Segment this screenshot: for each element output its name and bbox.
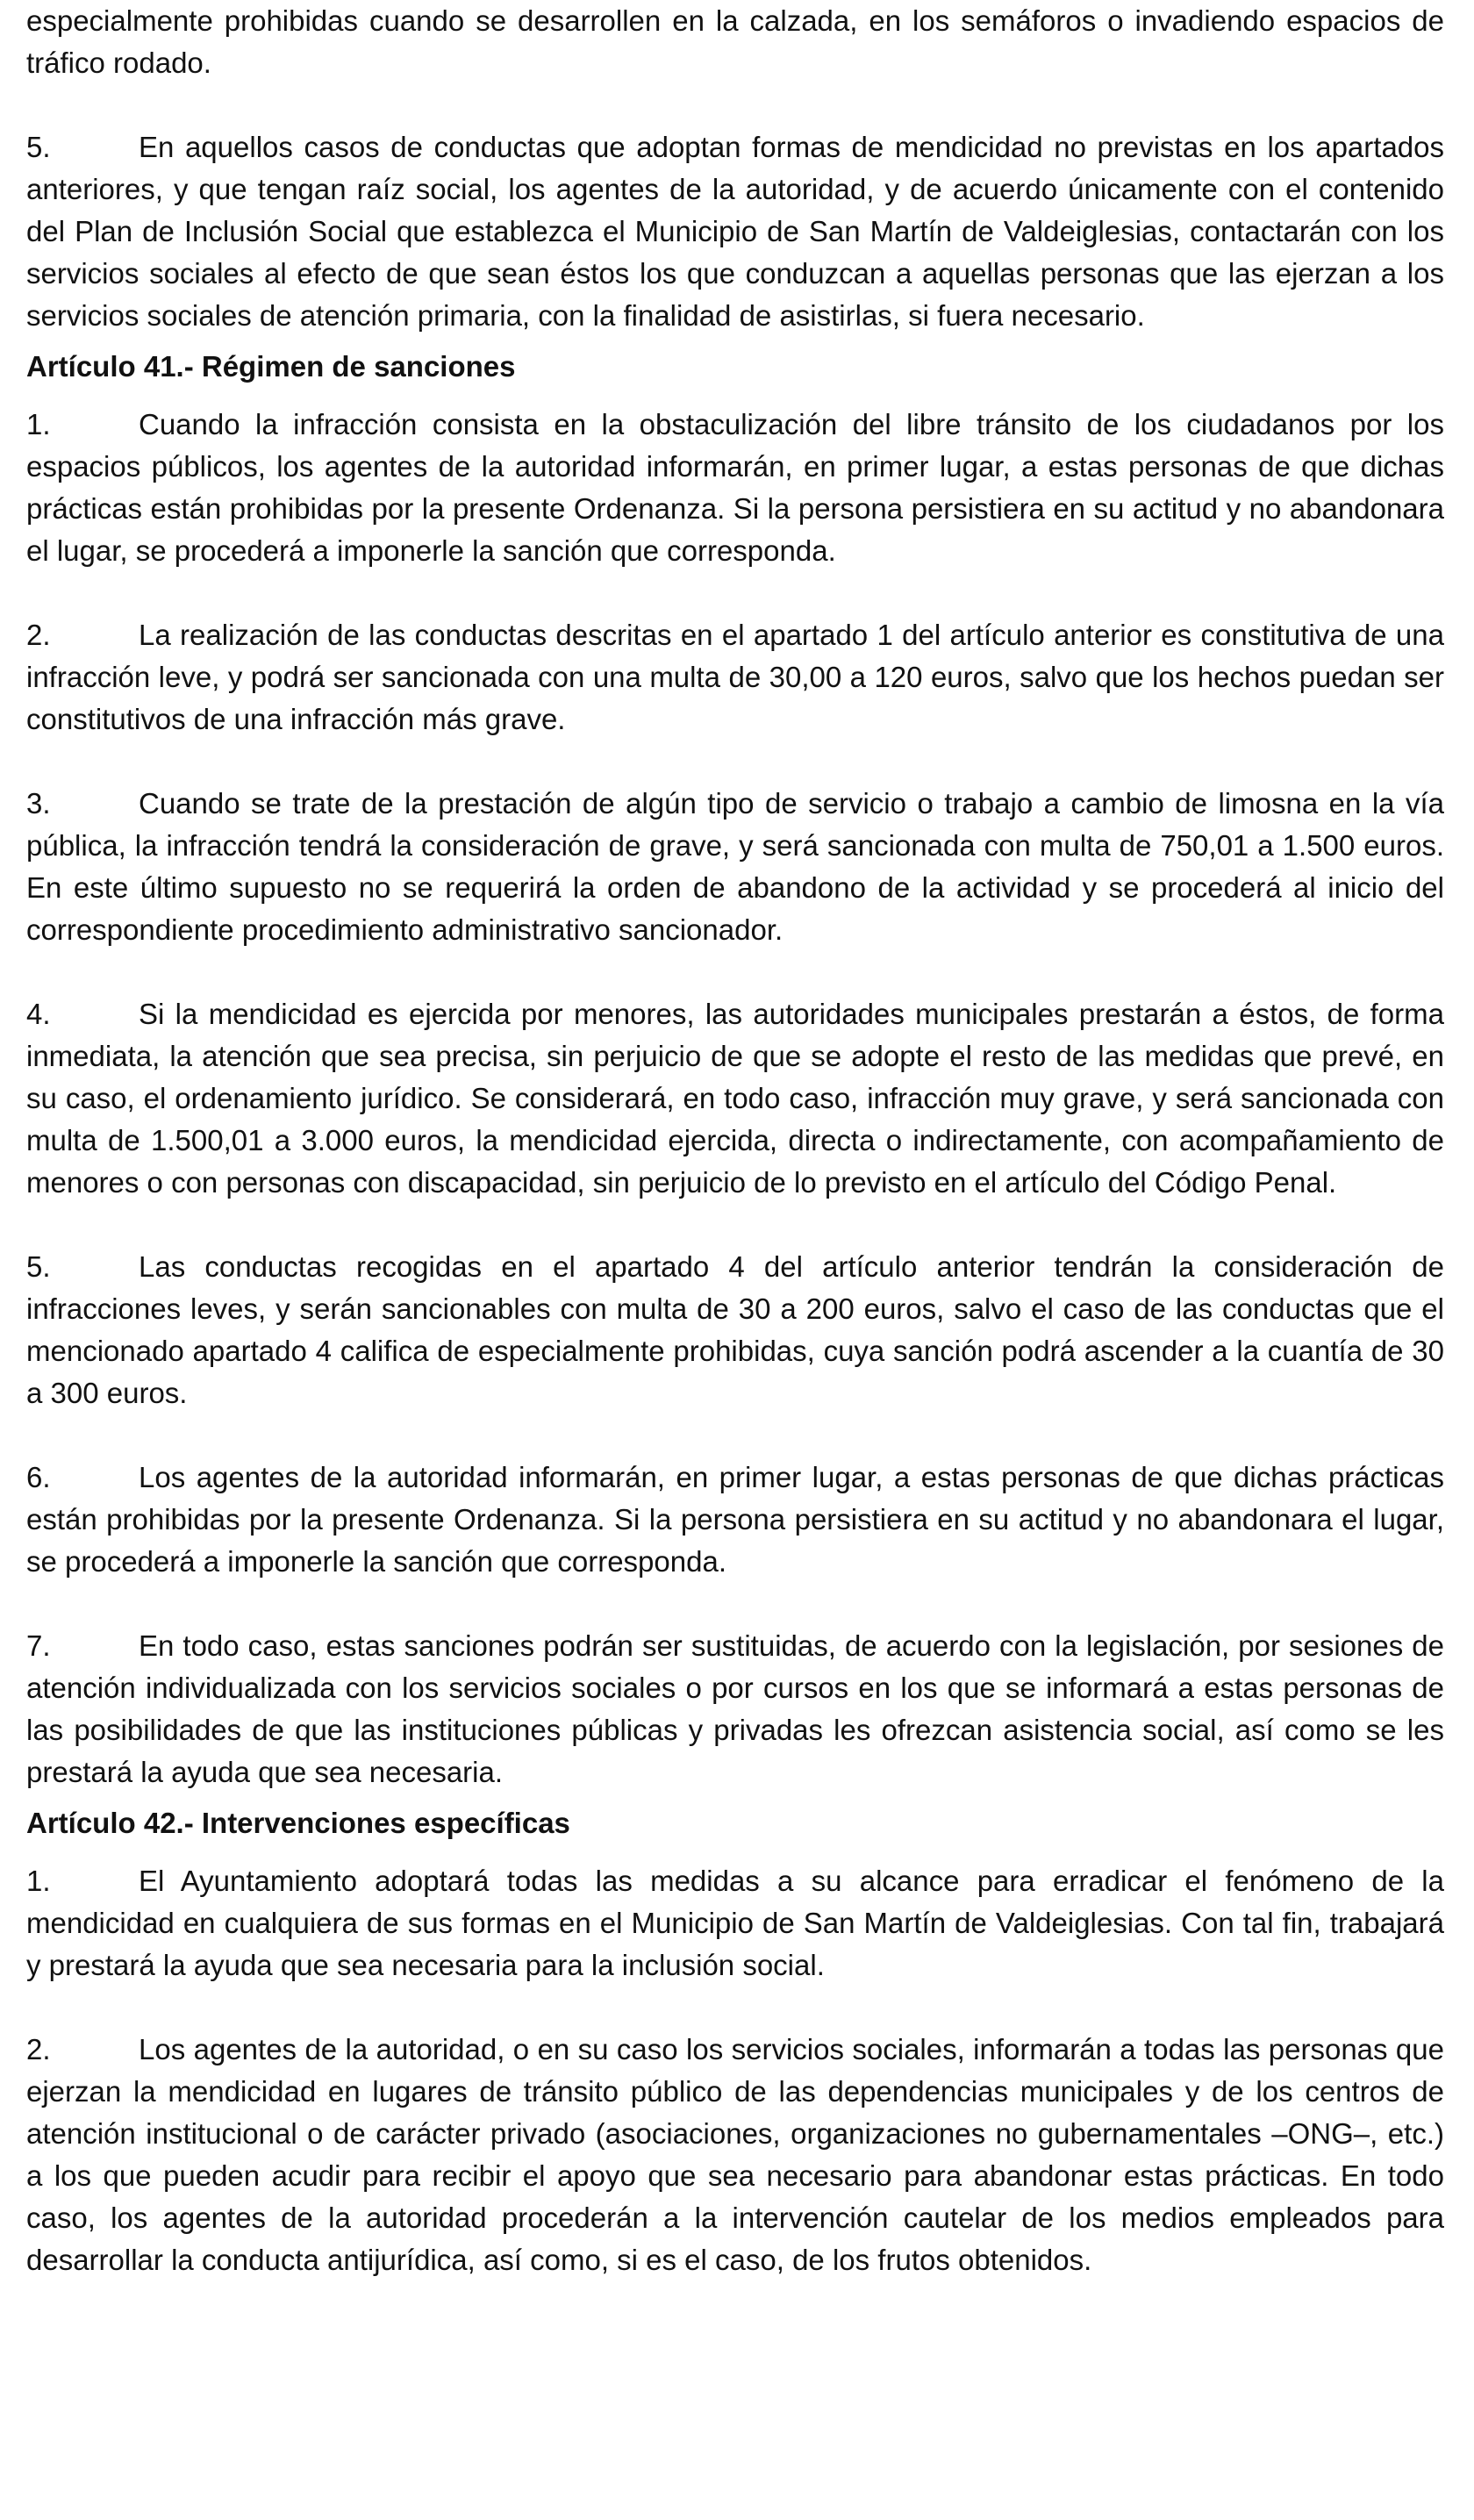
paragraph-number: 6. <box>26 1461 51 1493</box>
paragraph-number: 5. <box>26 1250 51 1283</box>
continued-paragraph: especialmente prohibidas cuando se desarrollen en la calzada, en los semáforos o invadiendo espacios de tráfico rodado. <box>26 4 1444 79</box>
paragraph-text: Cuando se trate de la prestación de algún tipo de servicio o trabajo a cambio de limosna en la vía pública, la infracción tendrá la consideración de grave, y será sancionada con multa de 750,01 a 1.500 euros. En este último supuesto no se requerirá la orden de abandono de la actividad y se procederá al inicio del correspondiente procedimiento administrativo sancionador. <box>26 787 1444 946</box>
art42-paragraph-2 <box>26 2029 1444 2281</box>
paragraph-text: Cuando la infracción consista en la obstaculización del libre tránsito de los ciudadanos por los espacios públicos, los agentes de la autoridad informarán, en primer lugar, a estas personas de que dichas prácticas están prohibidas por la presente Ordenanza. Si la persona persistiera en su actitud y no abandonara el lugar, se procederá a imponerle la sanción que corresponda. <box>26 408 1444 567</box>
art41-paragraph-1 <box>26 404 1444 572</box>
paragraph-number: 3. <box>26 787 51 820</box>
paragraph-text: Los agentes de la autoridad, o en su caso los servicios sociales, informarán a todas las personas que ejerzan la mendicidad en lugares de tránsito público de las dependencias municipales y de los centros de atención institucional o de carácter privado (asociaciones, organizaciones no gubernamentales –ONG–, etc.) a los que pueden acudir para recibir el apoyo que sea necesario para abandonar estas prácticas. En todo caso, los agentes de la autoridad procederán a la intervención cautelar de los medios empleados para desarrollar la conducta antijurídica, así como, si es el caso, de los frutos obtenidos. <box>26 2033 1444 2276</box>
paragraph-number: 1. <box>26 1865 51 1897</box>
paragraph-text: En todo caso, estas sanciones podrán ser sustituidas, de acuerdo con la legislación, por sesiones de atención individualizada con los servicios sociales o por cursos en los que se informará a estas personas de las posibilidades de que las instituciones públicas y privadas les ofrezcan asistencia social, así como se les prestará la ayuda que sea necesaria. <box>26 1629 1444 1788</box>
article-41-heading: Artículo 41.- Régimen de sanciones <box>26 350 516 383</box>
art41-paragraph-6 <box>26 1457 1444 1583</box>
paragraph-text: Los agentes de la autoridad informarán, en primer lugar, a estas personas de que dichas prácticas están prohibidas por la presente Ordenanza. Si la persona persistiera en su actitud y no abandonara el lugar, se procederá a imponerle la sanción que corresponda. <box>26 1461 1444 1578</box>
art41-paragraph-7 <box>26 1625 1444 1793</box>
paragraph-number: 5. <box>26 131 51 163</box>
paragraph-number: 7. <box>26 1629 51 1662</box>
art41-paragraph-5 <box>26 1246 1444 1414</box>
art41-paragraph-3 <box>26 783 1444 951</box>
paragraph-text: Las conductas recogidas en el apartado 4 del artículo anterior tendrán la consideración de infracciones leves, y serán sancionables con multa de 30 a 200 euros, salvo el caso de las conductas que el mencionado apartado 4 califica de especialmente prohibidas, cuya sanción podrá ascender a la cuantía de 30 a 300 euros. <box>26 1250 1444 1409</box>
paragraph-number: 4. <box>26 998 51 1030</box>
paragraph-text: Si la mendicidad es ejercida por menores, las autoridades municipales prestarán a éstos, de forma inmediata, la atención que sea precisa, sin perjuicio de que se adopte el resto de las medidas que prevé, en su caso, el ordenamiento jurídico. Se considerará, en todo caso, infracción muy grave, y será sancionada con multa de 1.500,01 a 3.000 euros, la mendicidad ejercida, directa o indirectamente, con acompañamiento de menores o con personas con discapacidad, sin perjuicio de lo previsto en el artículo del Código Penal. <box>26 998 1444 1199</box>
art41-paragraph-2 <box>26 614 1444 741</box>
article-42-heading: Artículo 42.- Intervenciones específicas <box>26 1807 570 1839</box>
paragraph-text: En aquellos casos de conductas que adoptan formas de mendicidad no previstas en los apartados anteriores, y que tengan raíz social, los agentes de la autoridad, y de acuerdo únicamente con el contenido del Plan de Inclusión Social que establezca el Municipio de San Martín de Valdeiglesias, contactarán con los servicios sociales al efecto de que sean éstos los que conduzcan a aquellas personas que las ejerzan a los servicios sociales de atención primaria, con la finalidad de asistirlas, si fuera necesario. <box>26 131 1444 332</box>
paragraph-text: El Ayuntamiento adoptará todas las medidas a su alcance para erradicar el fenómeno de la mendicidad en cualquiera de sus formas en el Municipio de San Martín de Valdeiglesias. Con tal fin, trabajará y prestará la ayuda que sea necesaria para la inclusión social. <box>26 1865 1444 1981</box>
art41-paragraph-4 <box>26 993 1444 1204</box>
paragraph-number: 1. <box>26 408 51 440</box>
art40-paragraph-5 <box>26 126 1444 337</box>
document-page <box>26 0 1444 2281</box>
art42-paragraph-1 <box>26 1860 1444 1987</box>
paragraph-number: 2. <box>26 2033 51 2065</box>
paragraph-text: La realización de las conductas descritas en el apartado 1 del artículo anterior es constitutiva de una infracción leve, y podrá ser sancionada con una multa de 30,00 a 120 euros, salvo que los hechos puedan ser constitutivos de una infracción más grave. <box>26 619 1444 735</box>
paragraph-number: 2. <box>26 619 51 651</box>
